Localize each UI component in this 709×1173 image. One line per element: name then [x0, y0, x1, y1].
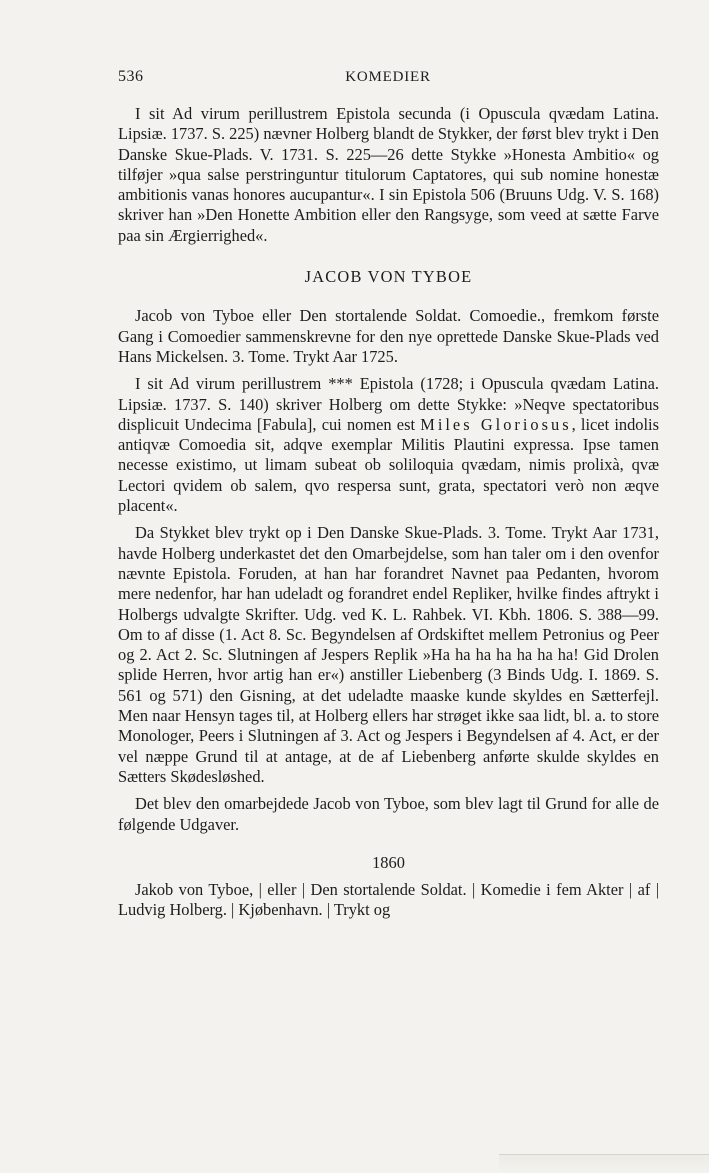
paragraph-epistola-1728-title: Miles Gloriosus: [420, 414, 572, 434]
paragraph-basis: Det blev den omarbejdede Jacob von Tyboe, som blev lagt til Grund for alle de følgende Udgaver.: [118, 794, 659, 834]
paragraph-revision: Da Stykket blev trykt op i Den Danske Skue-Plads. 3. Tome. Trykt Aar 1731, havde Holberg underkastet det den Omarbejdelse, som han taler om i den ovenfor nævnte Epistola. Foruden, at han har forandret Navnet paa Pedanten, hvorom mere nedenfor, har han udeladt og forandret endel Repliker, hvilke findes aftrykt i Holbergs udvalgte Skrifter. Udg. ved K. L. Rahbek. VI. Kbh. 1806. S. 388—99. Om to af disse (1. Act 8. Sc. Begyndelsen af Ordskiftet mellem Petronius og Peer og 2. Act 2. Sc. Slutningen af Jespers Replik »Ha ha ha ha ha ha ha! Gid Drolen splide Herren, hvor artig han er«) anstiller Liebenberg (3 Binds Udg. I. 1869. S. 561 og 571) den Gisning, at det udeladte maaske kunde skyldes en Sætterfejl. Men naar Hensyn tages til, at Holberg ellers har strøget ikke saa lidt, bl. a. to store Monologer, Peers i Slutningen af 3. Act og Jespers i Begyndelsen af 4. Act, er der vel næppe Grund til at antage, at de af Liebenberg anførte skulde skyldes en Sætters Skødesløshed.: [118, 523, 659, 786]
paragraph-epistola-1728-text-a: I sit Ad virum perillustrem *** Epistola (1728; i Opuscula qvædam Latina. Lipsiæ. 1737. S. 140) skriver Holberg om dette Stykke: »Neqve spectatoribus displicuit Undecima [Fabula], cui nomen est: [118, 374, 659, 434]
paragraph-epistola-1728-text-b: , licet indolis antiqvæ Comoedia sit, adqve exemplar Militis Plautini expressa. Ipse tamen necesse existimo, ut limam subeat ob soliloquia qvædam, nimis prolixà, qvæ Lectori qvidem ob salem, qvo respersa sunt, grata, spectatori verò non æqve placent«.: [118, 414, 659, 516]
paragraph-first-print: Jacob von Tyboe eller Den stortalende Soldat. Comoedie., fremkom første Gang i Comoedier sammenskrevne for den nye oprettede Danske Skue-Plads ved Hans Mickelsen. 3. Tome. Trykt Aar 1725.: [118, 306, 659, 366]
page-header: [118, 68, 658, 88]
running-head: KOMEDIER: [345, 69, 431, 85]
paragraph-edition-title: Jakob von Tyboe, | eller | Den stortalende Soldat. | Komedie i fem Akter | af | Ludvig Holberg. | Kjøbenhavn. | Trykt og: [118, 880, 659, 920]
body-text: [118, 104, 659, 921]
section-heading: JACOB VON TYBOE: [304, 267, 473, 287]
page-number: 536: [118, 68, 144, 85]
edition-year: 1860: [372, 852, 405, 872]
paragraph-epistola-1728: [118, 374, 659, 516]
paragraph-epistola-secunda: I sit Ad virum perillustrem Epistola secunda (i Opuscula qvædam Latina. Lipsiæ. 1737. S. 225) nævner Holberg blandt de Stykker, der først blev trykt i Den Danske Skue-Plads. V. 1731. S. 225—26 dette Stykke »Honesta Ambitio« og tilføjer »qua salse perstringuntur titulorum Captatores, qui sub nomine honestæ ambitionis vanas honores aucupantur«. I sin Epistola 506 (Bruuns Udg. V. S. 168) skriver han »Den Honette Ambition eller den Rangsyge, som veed at sætte Farve paa sin Ærgierrighed«.: [118, 104, 659, 245]
page-edge-strip: [499, 1154, 709, 1173]
